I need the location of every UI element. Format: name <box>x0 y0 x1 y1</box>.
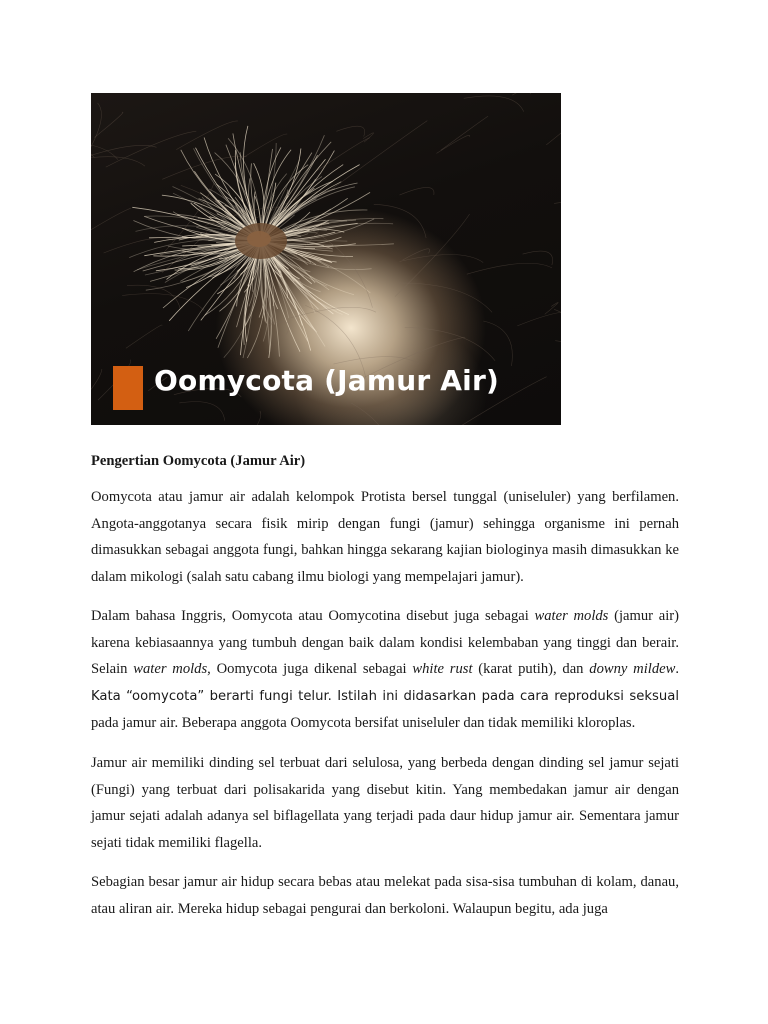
paragraph-2-text: pada jamur air. Beberapa anggota Oomycota bersifat uniseluler dan tidak memiliki kloroplas. <box>91 715 636 731</box>
term-water-molds: water molds <box>534 608 609 624</box>
paragraph-2-text: Dalam bahasa Inggris, Oomycota atau Oomycotina disebut juga sebagai <box>91 608 535 624</box>
paragraph-3: Jamur air memiliki dinding sel terbuat dari selulosa, yang berbeda dengan dinding sel jamur sejati (Fungi) yang terbuat dari polisakarida yang disebut kitin. Yang membedakan jamur air dengan jamur sejati adalah adanya sel biflagellata yang terjadi pada daur hidup jamur air. Sementara jamur sejati tidak memiliki flagella. <box>91 755 679 851</box>
paragraph-2-text: , Oomycota juga dikenal sebagai <box>207 661 413 677</box>
paragraph-2-text: (karat putih), dan <box>472 661 590 677</box>
image-caption: Oomycota (Jamur Air) <box>154 364 499 397</box>
caption-accent-block <box>113 366 143 410</box>
paragraph-2-alt-font-text: Kata “oomycota” berarti fungi telur. Istilah ini didasarkan pada cara reproduksi seksual <box>91 688 679 704</box>
term-water-molds: water molds <box>133 661 208 677</box>
section-heading: Pengertian Oomycota (Jamur Air) <box>91 453 306 469</box>
term-downy-mildew: downy mildew <box>589 661 676 677</box>
paragraph-2-text: . <box>675 661 679 677</box>
paragraph-4: Sebagian besar jamur air hidup secara bebas atau melekat pada sisa-sisa tumbuhan di kolam, danau, atau aliran air. Mereka hidup sebagai pengurai dan berkoloni. Walaupun begitu, ada juga <box>91 874 679 917</box>
paragraph-1: Oomycota atau jamur air adalah kelompok Protista bersel tunggal (uniseluler) yang berfilamen. Angota-anggotanya secara fisik mirip dengan fungi (jamur) sehingga organisme ini pernah dimasukkan sebagai anggota fungi, bahkan hingga sekarang kajian biologinya masih dimasukkan ke dalam mikologi (salah satu cabang ilmu biologi yang mempelajari jamur). <box>91 489 679 585</box>
paragraph-2 <box>91 603 679 737</box>
paragraph-2-text: (jamur air) karena kebiasaannya yang tumbuh dengan baik dalam kondisi kelembaban yang tinggi dan berair. Selain <box>91 608 680 677</box>
oomycota-photo <box>91 93 561 425</box>
term-white-rust: white rust <box>412 661 473 677</box>
